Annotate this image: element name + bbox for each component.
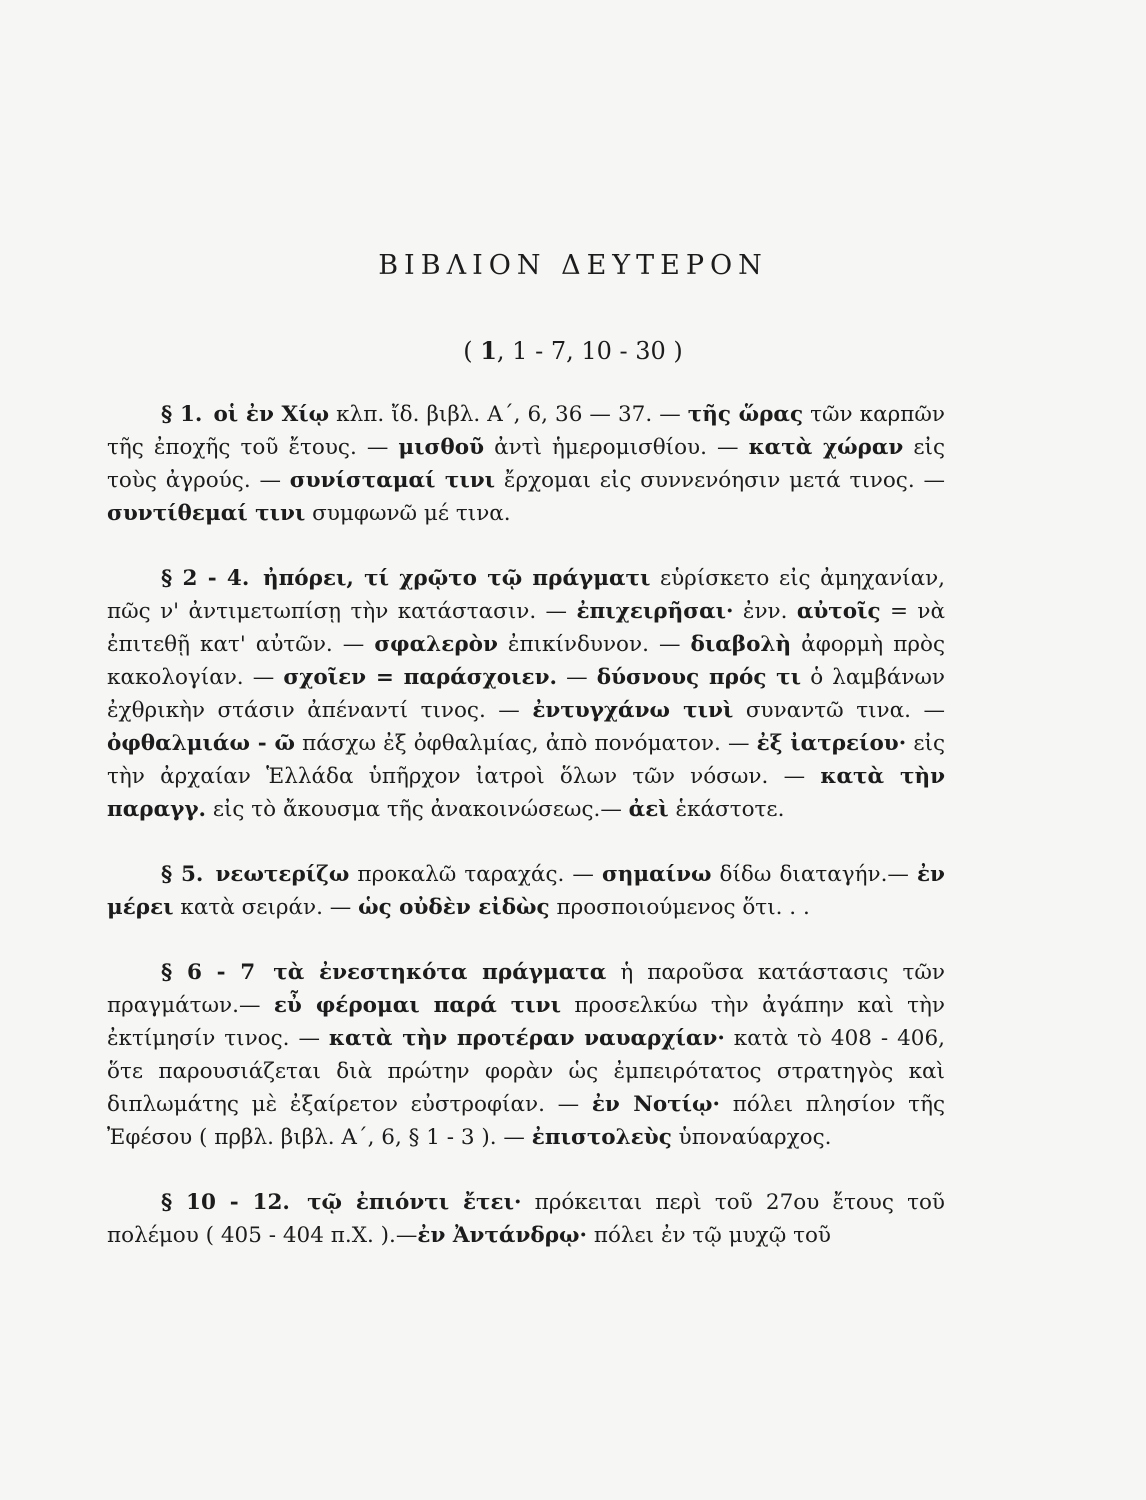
- lemma-term: σημαίνω: [601, 862, 712, 887]
- lemma-term: τῷ ἐπιόντι ἔτει·: [307, 1190, 522, 1215]
- gloss-text: συμφωνῶ μέ τινα.: [305, 501, 511, 526]
- gloss-text: ἑκάστοτε.: [668, 797, 785, 822]
- commentary-body: [107, 398, 945, 1284]
- gloss-text: προσποιούμενος ὅτι. . .: [549, 895, 810, 920]
- section-number: § 1.: [161, 402, 203, 427]
- gloss-text: πόλει πλησίον τῆς Ἐφέσου ( πρβλ. βιβλ. Α΄, 6, § 1 - 3 ). —: [107, 1092, 945, 1150]
- gloss-text: προσελκύω τὴν ἀγάπην καὶ τὴν ἐκτίμησίν τινος. —: [107, 993, 946, 1051]
- range-chapter: 1: [480, 336, 497, 365]
- lemma-term: τὰ ἐνεστηκότα πράγματα: [273, 960, 607, 985]
- gloss-text: πρόκειται περὶ τοῦ 27ου ἔτους τοῦ πολέμου ( 405 - 404 π.Χ. ).—: [107, 1190, 945, 1248]
- lemma-term: ἐν Ἀντάνδρῳ·: [417, 1223, 587, 1248]
- paragraph: [107, 398, 945, 530]
- section-number: § 2 - 4.: [161, 566, 250, 591]
- gloss-text: ὑποναύαρχος.: [671, 1125, 832, 1150]
- gloss-text: ἀφορμὴ πρὸς κακολογίαν. —: [107, 632, 945, 690]
- gloss-text: εὑρίσκετο εἰς ἀμηχανίαν, πῶς ν' ἀντιμετωπίσῃ τὴν κατάστασιν. —: [107, 566, 945, 624]
- gloss-text: κατὰ τὸ 408 - 406, ὅτε παρουσιάζεται διὰ πρώτην φορὰν ὡς ἐμπειρότατος στρατηγὸς καὶ διπλωμάτης μὲ ἐξαίρετον εὐστροφίαν. —: [107, 1026, 945, 1117]
- gloss-text: ἔρχομαι εἰς συννενόησιν μετά τινος. —: [495, 468, 945, 493]
- section-number: § 5.: [161, 862, 204, 887]
- lemma-term: αὐτοῖς: [796, 599, 881, 624]
- gloss-text: πόλει ἐν τῷ μυχῷ τοῦ: [587, 1223, 831, 1248]
- lemma-term: κατὰ τὴν προτέραν ναυαρχίαν·: [328, 1026, 725, 1051]
- lemma-term: τῆς ὥρας: [687, 402, 804, 427]
- lemma-term: ἐν μέρει: [107, 862, 945, 920]
- section-number: § 6 - 7: [161, 960, 256, 985]
- lemma-term: ἀεὶ: [628, 797, 669, 822]
- lemma-term: σφαλερὸν: [374, 632, 498, 657]
- book-title: ΒΙΒΛΙΟΝ ΔΕΥΤΕΡΟΝ: [378, 250, 768, 282]
- range-open: (: [463, 337, 481, 365]
- gloss-text: εἰς τὸ ἄκουσμα τῆς ἀνακοινώσεως.—: [206, 797, 629, 822]
- paragraph: [107, 562, 945, 826]
- lemma-term: ὀφθαλμιάω - ῶ: [107, 731, 295, 756]
- lemma-term: ἐν Νοτίῳ·: [591, 1092, 721, 1117]
- section-number: § 10 - 12.: [161, 1190, 290, 1215]
- lemma-term: δύσνους πρός τι: [596, 665, 802, 690]
- lemma-term: κατὰ τὴν παραγγ.: [107, 764, 945, 822]
- lemma-term: ἐντυγχάνω τινὶ: [532, 698, 734, 723]
- gloss-text: δίδω διαταγήν.—: [711, 862, 917, 887]
- lemma-term: συνίσταμαί τινι: [289, 468, 496, 493]
- gloss-text: συναντῶ τινα. —: [733, 698, 945, 723]
- gloss-text: ἐνν.: [733, 599, 797, 624]
- gloss-text: εἰς τοὺς ἀγρούς. —: [107, 435, 945, 493]
- lemma-term: κατὰ χώραν: [748, 435, 904, 460]
- paragraph: [107, 956, 945, 1154]
- lemma-term: ἐπιχειρῆσαι·: [576, 599, 734, 624]
- lemma-term: διαβολὴ: [690, 632, 792, 657]
- paragraph: [107, 858, 945, 924]
- paragraph: [107, 1186, 945, 1252]
- gloss-text: ἀντὶ ἡμερομισθίου. —: [484, 435, 749, 460]
- gloss-text: εἰς τὴν ἀρχαίαν Ἑλλάδα ὑπῆρχον ἰατροὶ ὅλων τῶν νόσων. —: [107, 731, 945, 789]
- gloss-text: κατὰ σειράν. —: [173, 895, 359, 920]
- gloss-text: προκαλῶ ταραχάς. —: [349, 862, 602, 887]
- lemma-term: μισθοῦ: [398, 435, 485, 460]
- lemma-term: νεωτερίζω: [215, 862, 350, 887]
- lemma-term: ἠπόρει, τί χρῷτο τῷ πράγματι: [262, 566, 651, 591]
- gloss-text: κλπ. ἴδ. βιβλ. Α΄, 6, 36 — 37. —: [329, 402, 688, 427]
- gloss-text: —: [557, 665, 597, 690]
- passage-range: [0, 336, 1146, 365]
- gloss-text: = νὰ ἐπιτεθῇ κατ' αὐτῶν. —: [107, 599, 945, 657]
- lemma-term: εὖ φέρομαι παρά τινι: [273, 993, 561, 1018]
- gloss-text: τῶν καρπῶν τῆς ἐποχῆς τοῦ ἔτους. —: [107, 402, 945, 460]
- lemma-term: ἐπιστολεὺς: [531, 1125, 672, 1150]
- gloss-text: πάσχω ἐξ ὀφθαλμίας, ἀπὸ πονόματον. —: [294, 731, 757, 756]
- gloss-text: ἐπικίνδυνον. —: [497, 632, 691, 657]
- lemma-term: συντίθεμαί τινι: [107, 501, 306, 526]
- gloss-text: ὁ λαμβάνων ἐχθρικὴν στάσιν ἀπέναντί τινος. —: [107, 665, 946, 723]
- lemma-term: ὡς οὐδὲν εἰδὼς: [358, 895, 550, 920]
- lemma-term: σχοῖεν = παράσχοιεν.: [283, 665, 558, 690]
- lemma-term: οἱ ἐν Χίῳ: [213, 402, 330, 427]
- gloss-text: ἡ παροῦσα κατάστασις τῶν πραγμάτων.—: [107, 960, 945, 1018]
- lemma-term: ἐξ ἰατρείου·: [756, 731, 907, 756]
- range-rest: , 1 - 7, 10 - 30 ): [496, 337, 683, 365]
